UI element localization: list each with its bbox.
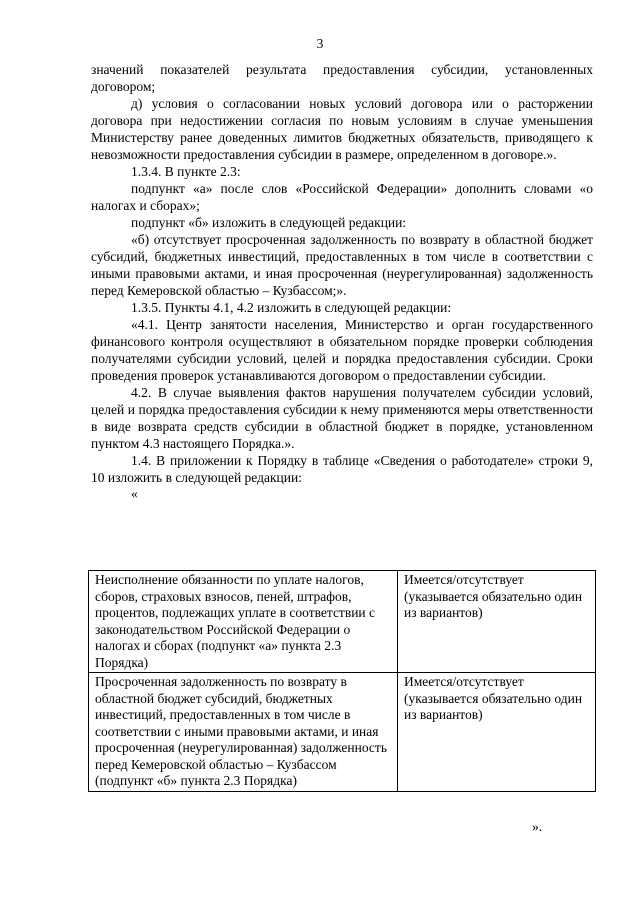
paragraph: 1.3.5. Пункты 4.1, 4.2 изложить в следующей редакции: bbox=[131, 300, 452, 315]
page-number: 3 bbox=[316, 36, 324, 51]
table-cell-description: Неисполнение обязанности по уплате налогов, сборов, страховых взносов, пеней, штрафов, процентов, подлежащих уплате в соответствии с законодательством Российской Федерации о налогах и сборах (подпункт «а» пункта 2.3 Порядка) bbox=[89, 571, 398, 673]
body-text bbox=[91, 61, 593, 501]
table-cell-value: Имеется/отсутствует (указывается обязательно один из вариантов) bbox=[398, 673, 596, 792]
table-row bbox=[89, 571, 596, 673]
paragraph: 4.2. В случае выявления фактов нарушения получателем субсидии условий, целей и порядка предоставления субсидии к нему применяются меры ответственности в виде возврата средств субсидии в областной бюджет в порядке, установленном пунктом 4.3 настоящего Порядка.». bbox=[91, 385, 593, 451]
employer-info-table bbox=[88, 570, 596, 792]
closing-quote: ». bbox=[532, 819, 543, 834]
paragraph: подпункт «б» изложить в следующей редакции: bbox=[131, 215, 407, 230]
paragraph: «б) отсутствует просроченная задолженность по возврату в областной бюджет субсидий, бюджетных инвестиций, предоставленных в том числе в соответствии с иными правовыми актами, и иная просроченная (неурегулированная) задолженность перед Кемеровской областью – Кузбассом;». bbox=[91, 232, 593, 298]
paragraph: 1.3.4. В пункте 2.3: bbox=[131, 164, 241, 179]
table-cell-value: Имеется/отсутствует (указывается обязательно один из вариантов) bbox=[398, 571, 596, 673]
paragraph: д) условия о согласовании новых условий договора или о расторжении договора при недостижении согласия по новым условиям в случае уменьшения Министерству ранее доведенных лимитов бюджетных обязательств, приводящего к невозможности предоставления субсидии в размере, определенном в договоре.». bbox=[91, 96, 593, 162]
table-cell-description: Просроченная задолженность по возврату в областной бюджет субсидий, бюджетных инвестиций, предоставленных в том числе в соответствии с иными правовыми актами, и иная просроченная (неурегулированная) задолженность перед Кемеровской областью – Кузбассом (подпункт «б» пункта 2.3 Порядка) bbox=[89, 673, 398, 792]
opening-quote: « bbox=[131, 486, 138, 501]
table-row bbox=[89, 673, 596, 792]
paragraph: «4.1. Центр занятости населения, Министерство и орган государственного финансового контроля осуществляют в обязательном порядке проверки соблюдения получателями субсидии условий, целей и порядка предоставления субсидии. Сроки проведения проверок устанавливаются договором о предоставлении субсидии. bbox=[91, 317, 593, 383]
paragraph: 1.4. В приложении к Порядку в таблице «Сведения о работодателе» строки 9, 10 изложить в следующей редакции: bbox=[91, 453, 593, 485]
paragraph: значений показателей результата предоставления субсидии, установленных договором; bbox=[91, 62, 593, 94]
paragraph: подпункт «а» после слов «Российской Федерации» дополнить словами «о налогах и сборах»; bbox=[91, 181, 593, 213]
